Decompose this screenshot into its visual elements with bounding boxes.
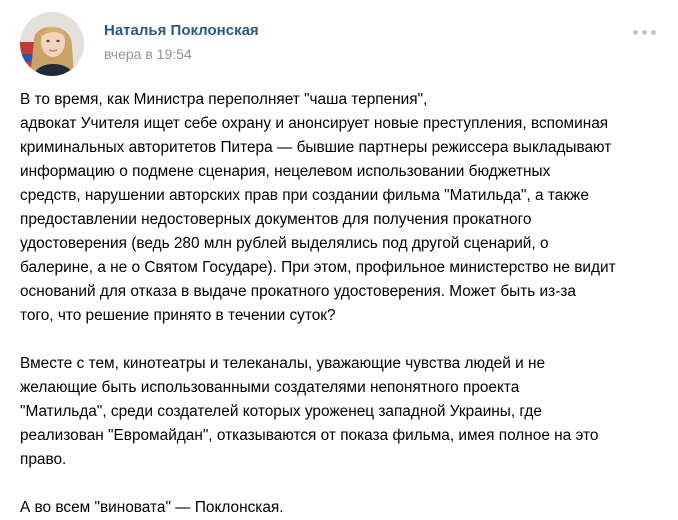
paragraph-gap <box>20 472 670 496</box>
post-text-line: средств, нарушении авторских прав при создании фильма "Матильда", а также <box>20 187 589 204</box>
author-name-link[interactable]: Наталья Поклонская <box>104 22 259 39</box>
post-text-line: криминальных авторитетов Питера — бывшие партнеры режиссера выкладывают <box>20 139 612 156</box>
post-text-line: того, что решение принято в течении суток? <box>20 307 336 324</box>
post-text-line: предоставлении недостоверных документов для получения прокатного <box>20 211 532 228</box>
post-text-line: адвокат Учителя ищет себе охрану и анонсирует новые преступления, вспоминая <box>20 115 609 132</box>
post-text-line: А во всем "виновата" — Поклонская. <box>20 499 284 516</box>
post-text-line: желающие быть использованными создателями непонятного проекта <box>20 379 520 396</box>
post-text-line: балерине, а не о Святом Государе). При этом, профильное министерство не видит <box>20 259 616 276</box>
post-text-line: В то время, как Министра переполняет "чаша терпения", <box>20 91 428 108</box>
more-horizontal-icon <box>633 30 638 35</box>
post-text-line: удостоверения (ведь 280 млн рублей выделялись под другой сценарий, о <box>20 235 549 252</box>
post-text <box>20 88 670 520</box>
more-horizontal-icon <box>642 30 647 35</box>
more-options-button[interactable] <box>630 22 660 42</box>
avatar[interactable] <box>20 12 84 76</box>
paragraph-gap <box>20 328 670 352</box>
post-text-line: оснований для отказа в выдаче прокатного удостоверения. Может быть из-за <box>20 283 576 300</box>
post-date-link[interactable]: вчера в 19:54 <box>104 46 192 62</box>
post-text-line: "Матильда", среди создателей которых уроженец западной Украины, где <box>20 403 542 420</box>
post-text-line: Вместе с тем, кинотеатры и телеканалы, уважающие чувства людей и не <box>20 355 546 372</box>
post-text-line: право. <box>20 451 67 468</box>
post-text-line: реализован "Евромайдан", отказываются от показа фильма, имея полное на это <box>20 427 599 444</box>
avatar-photo <box>20 12 84 76</box>
post-text-line: информацию о подмене сценария, нецелевом использовании бюджетных <box>20 163 551 180</box>
more-horizontal-icon <box>651 30 656 35</box>
